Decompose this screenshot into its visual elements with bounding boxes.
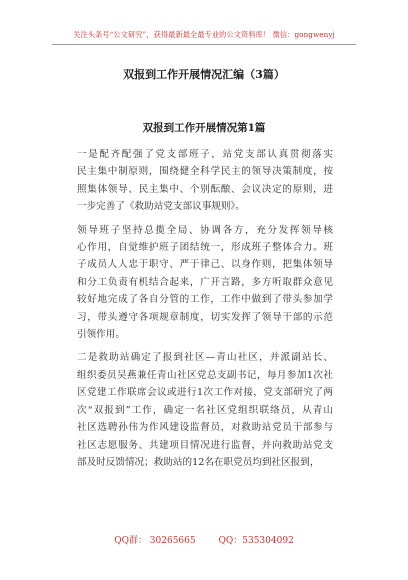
footer-qq-group: QQ群： 30265665 (114, 536, 196, 546)
text-line: 子成员人人忠于职守、严于律己、以身作则，把集体领导 (77, 259, 333, 271)
document-title: 双报到工作开展情况汇编（3篇） (123, 68, 285, 81)
paragraph-2 (77, 222, 333, 344)
paragraph-1 (77, 146, 333, 216)
text-line: 次“双报到”工作，确定一名社区党组织联络员，从青山 (77, 404, 333, 416)
text-line: 一步完善了《救助站党支部议事规则》。 (77, 201, 245, 213)
text-line: 照集体领导、民主集中、个别酝酿、会议决定的原则，进 (77, 183, 333, 195)
text-line: 部及时反馈情况；救助站的12名在职党员均到社区报到， (77, 456, 320, 468)
text-line: 习，带头遵守各项规章制度，切实发挥了领导干部的示范 (77, 311, 333, 323)
text-line: 社区选聘孙伟为作风建设监督员，对救助站党员干部参与 (77, 422, 333, 434)
body-text (77, 146, 333, 477)
footer-qq-number: QQ：535304092 (218, 536, 294, 546)
header-promo-note: 关注头条号“公文研究”，获得最新最全最专业的公文资料库！ 微信：gongwenyj (73, 30, 335, 39)
section-title: 双报到工作开展情况第1篇 (142, 122, 266, 134)
text-line: 心作用，自觉维护班子团结统一，形成班子整体合力。班 (77, 242, 333, 254)
text-line: 组织委员吴燕兼任青山社区党总支副书记，每月参加1次社 (77, 369, 333, 381)
text-line: 引领作用。 (77, 329, 125, 341)
text-line: 二是救助站确定了报到社区—青山社区，并派副站长、 (77, 352, 333, 364)
text-line: 领导班子坚持总揽全局、协调各方，充分发挥领导核 (77, 224, 333, 236)
text-line: 较好地完成了各自分管的工作，工作中做到了带头参加学 (77, 294, 333, 306)
text-line: 一是配齐配强了党支部班子，站党支部认真贯彻落实 (77, 149, 333, 160)
header-divider (52, 44, 356, 45)
text-line: 社区志愿服务、共建项目情况进行监督，并向救助站党支 (77, 439, 333, 451)
footer-contact (0, 533, 408, 546)
text-line: 和分工负责有机结合起来，广开言路，多方听取群众意见 (77, 276, 333, 288)
paragraph-3 (77, 349, 333, 471)
text-line: 区党建工作联席会议或进行1次工作对接，党支部研究了两 (77, 387, 333, 399)
text-line: 民主集中制原则，围绕健全科学民主的领导决策制度，按 (77, 166, 333, 178)
